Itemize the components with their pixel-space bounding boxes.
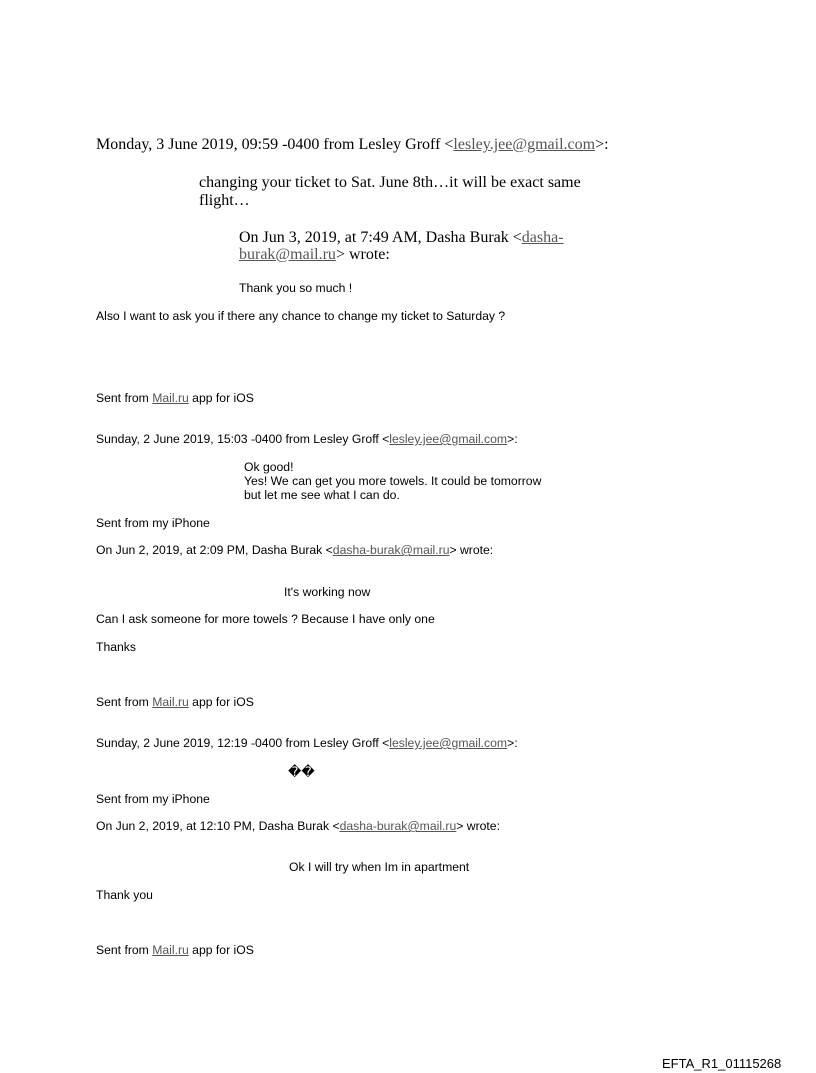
email3-mailru-link[interactable]: Mail.ru	[152, 943, 189, 957]
email2-header-suffix: >:	[507, 432, 518, 446]
email3-reply-line1: Ok I will try when Im in apartment	[289, 860, 470, 874]
email1-quote-email-link-part1[interactable]: dasha-	[521, 229, 564, 246]
email2-quote-header	[96, 543, 493, 558]
email3-quote-header	[96, 819, 500, 834]
email3-header-text: Sunday, 2 June 2019, 12:19 -0400 from Lesley Groff <	[96, 736, 390, 750]
email2-header-text: Sunday, 2 June 2019, 15:03 -0400 from Lesley Groff <	[96, 432, 390, 446]
email3-signature: Sent from my iPhone	[96, 792, 210, 806]
email2-reply-line3: Thanks	[96, 640, 136, 654]
email3-mailru-suffix: app for iOS	[188, 943, 254, 957]
email1-header	[96, 134, 609, 155]
email2-quote-email-link[interactable]: dasha-burak@mail.ru	[332, 543, 450, 557]
email3-header-suffix: >:	[507, 736, 518, 750]
email1-mailru-link[interactable]: Mail.ru	[152, 391, 189, 405]
email2-sender-link[interactable]: lesley.jee@gmail.com	[389, 432, 508, 446]
email2-body-line3: but let me see what I can do.	[244, 488, 400, 502]
email3-mailru-signature	[96, 943, 254, 958]
email3-quote-prefix: On Jun 2, 2019, at 12:10 PM, Dasha Burak <	[96, 819, 340, 833]
email1-header-suffix: >:	[595, 136, 609, 153]
email3-header	[96, 736, 518, 751]
email1-header-text: Monday, 3 June 2019, 09:59 -0400 from Lesley Groff <	[96, 136, 454, 153]
email1-quote-email-link-part2[interactable]: burak@mail.ru	[239, 246, 336, 263]
email2-mailru-prefix: Sent from	[96, 695, 153, 709]
email2-mailru-link[interactable]: Mail.ru	[152, 695, 189, 709]
email3-quote-suffix: > wrote:	[456, 819, 500, 833]
email2-mailru-suffix: app for iOS	[188, 695, 254, 709]
email1-reply-question: Also I want to ask you if there any chance to change my ticket to Saturday ?	[96, 309, 506, 323]
email1-signature-suffix: app for iOS	[188, 391, 254, 405]
email1-quote-suffix: > wrote:	[335, 246, 390, 263]
email3-quote-email-link[interactable]: dasha-burak@mail.ru	[339, 819, 457, 833]
email2-reply-line1: It's working now	[284, 585, 371, 599]
email1-quote-header-line2	[239, 244, 390, 265]
email2-body-line1: Ok good!	[244, 460, 294, 474]
email1-reply-thanks: Thank you so much !	[239, 281, 353, 295]
email2-quote-prefix: On Jun 2, 2019, at 2:09 PM, Dasha Burak <	[96, 543, 333, 557]
bates-number: EFTA_R1_01115268	[662, 1056, 782, 1071]
email3-reply-line2: Thank you	[96, 888, 153, 902]
email3-sender-link[interactable]: lesley.jee@gmail.com	[389, 736, 508, 750]
email2-mailru-signature	[96, 695, 254, 710]
email2-signature: Sent from my iPhone	[96, 516, 210, 530]
email2-body-line2: Yes! We can get you more towels. It could be tomorrow	[244, 474, 542, 488]
email1-body-line1: changing your ticket to Sat. June 8th…it will be exact same	[199, 174, 581, 191]
email3-body-glyphs: ��	[288, 764, 315, 779]
email2-header	[96, 432, 518, 447]
email1-signature-prefix: Sent from	[96, 391, 153, 405]
email1-quote-prefix: On Jun 3, 2019, at 7:49 AM, Dasha Burak <	[239, 229, 522, 246]
email1-signature	[96, 391, 254, 406]
email2-reply-line2: Can I ask someone for more towels ? Because I have only one	[96, 612, 435, 626]
email2-quote-suffix: > wrote:	[449, 543, 494, 557]
email3-mailru-prefix: Sent from	[96, 943, 153, 957]
email1-sender-link[interactable]: lesley.jee@gmail.com	[453, 136, 596, 153]
email1-body-line2: flight…	[199, 192, 250, 209]
